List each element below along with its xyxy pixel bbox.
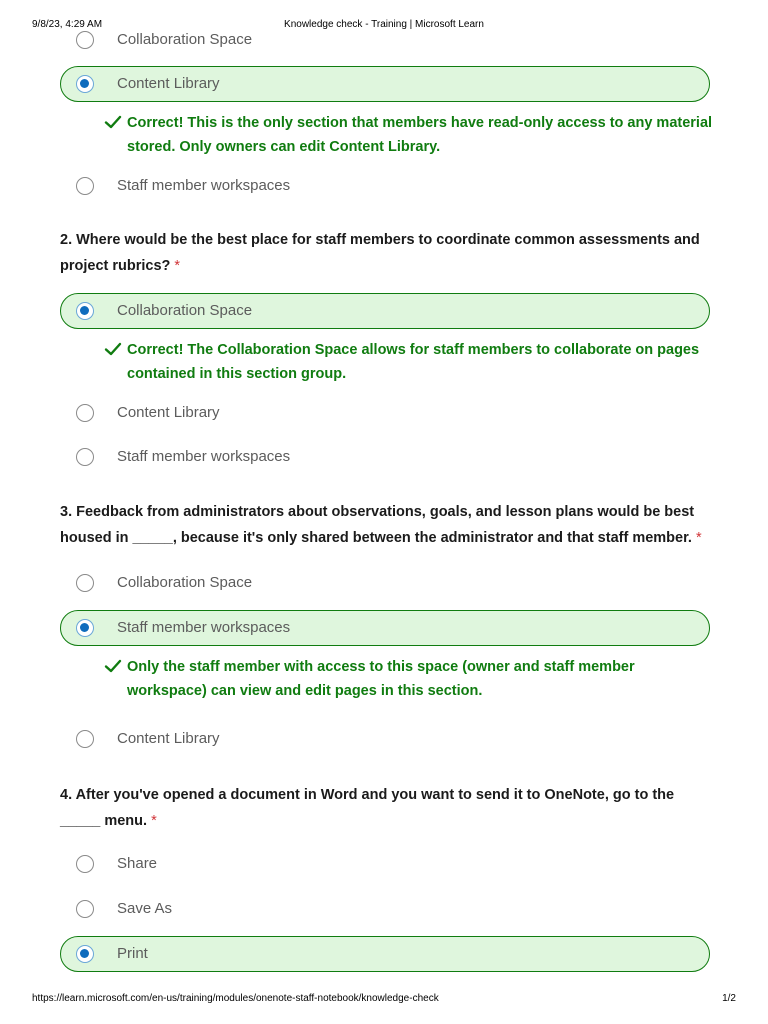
radio-icon[interactable] [76, 302, 94, 320]
print-footer [0, 992, 768, 1024]
question-3 [60, 499, 710, 551]
option-label: Print [117, 945, 148, 962]
question-text: 4. After you've opened a document in Word and you want to send it to OneNote, go to the _____ menu. [60, 787, 675, 829]
feedback-text: Only the staff member with access to this space (owner and staff member workspace) can view and edit pages in this section. [127, 659, 635, 699]
q3-option-content-library[interactable] [60, 721, 710, 757]
print-title: Knowledge check - Training | Microsoft Learn [284, 19, 484, 30]
option-label: Content Library [117, 730, 220, 747]
check-icon [104, 113, 122, 131]
question-text: 2. Where would be the best place for staff members to coordinate common assessments and project rubrics? [60, 232, 700, 274]
required-marker: * [174, 258, 181, 274]
page-number: 1/2 [722, 993, 736, 1004]
radio-icon[interactable] [76, 900, 94, 918]
print-url: https://learn.microsoft.com/en-us/training/modules/onenote-staff-notebook/knowledge-check [32, 993, 439, 1004]
option-label: Content Library [117, 75, 220, 92]
feedback-text: Correct! This is the only section that members have read-only access to any material stored. Only owners can edit Content Library. [127, 115, 713, 155]
q4-option-print[interactable] [60, 936, 710, 972]
q3-option-staff-member-workspaces[interactable] [60, 610, 710, 646]
q2-option-content-library[interactable] [60, 395, 710, 431]
radio-icon[interactable] [76, 855, 94, 873]
radio-icon[interactable] [76, 177, 94, 195]
q1-option-content-library[interactable] [60, 66, 710, 102]
feedback-text: Correct! The Collaboration Space allows for staff members to collaborate on pages contained in this section group. [127, 342, 700, 382]
q2-option-staff-member-workspaces[interactable] [60, 439, 710, 475]
check-icon [104, 657, 122, 675]
option-label: Save As [117, 900, 173, 917]
q4-option-share[interactable] [60, 846, 710, 882]
question-4 [60, 782, 710, 834]
print-date: 9/8/23, 4:29 AM [32, 19, 103, 30]
question-text: 3. Feedback from administrators about observations, goals, and lesson plans would be best housed in _____, because it's only shared between the administrator and that staff member. [60, 504, 695, 546]
option-label: Collaboration Space [117, 302, 253, 319]
required-marker: * [151, 813, 157, 829]
q4-option-save-as[interactable] [60, 891, 710, 927]
option-label: Staff member workspaces [117, 177, 291, 194]
radio-icon[interactable] [76, 619, 94, 637]
radio-icon[interactable] [76, 448, 94, 466]
q1-option-staff-member-workspaces[interactable] [60, 168, 710, 204]
q3-option-collaboration-space[interactable] [60, 565, 710, 601]
option-label: Share [117, 855, 158, 872]
option-label: Collaboration Space [117, 574, 253, 591]
radio-icon[interactable] [76, 75, 94, 93]
option-label: Staff member workspaces [117, 448, 291, 465]
radio-icon[interactable] [76, 404, 94, 422]
radio-icon[interactable] [76, 730, 94, 748]
question-2 [60, 227, 710, 279]
required-marker: * [696, 530, 702, 546]
option-label: Collaboration Space [117, 31, 253, 48]
radio-icon[interactable] [76, 945, 94, 963]
check-icon [104, 340, 122, 358]
radio-icon[interactable] [76, 574, 94, 592]
q2-option-collaboration-space[interactable] [60, 293, 710, 329]
option-label: Staff member workspaces [117, 619, 291, 636]
print-header [0, 0, 768, 40]
option-label: Content Library [117, 404, 220, 421]
